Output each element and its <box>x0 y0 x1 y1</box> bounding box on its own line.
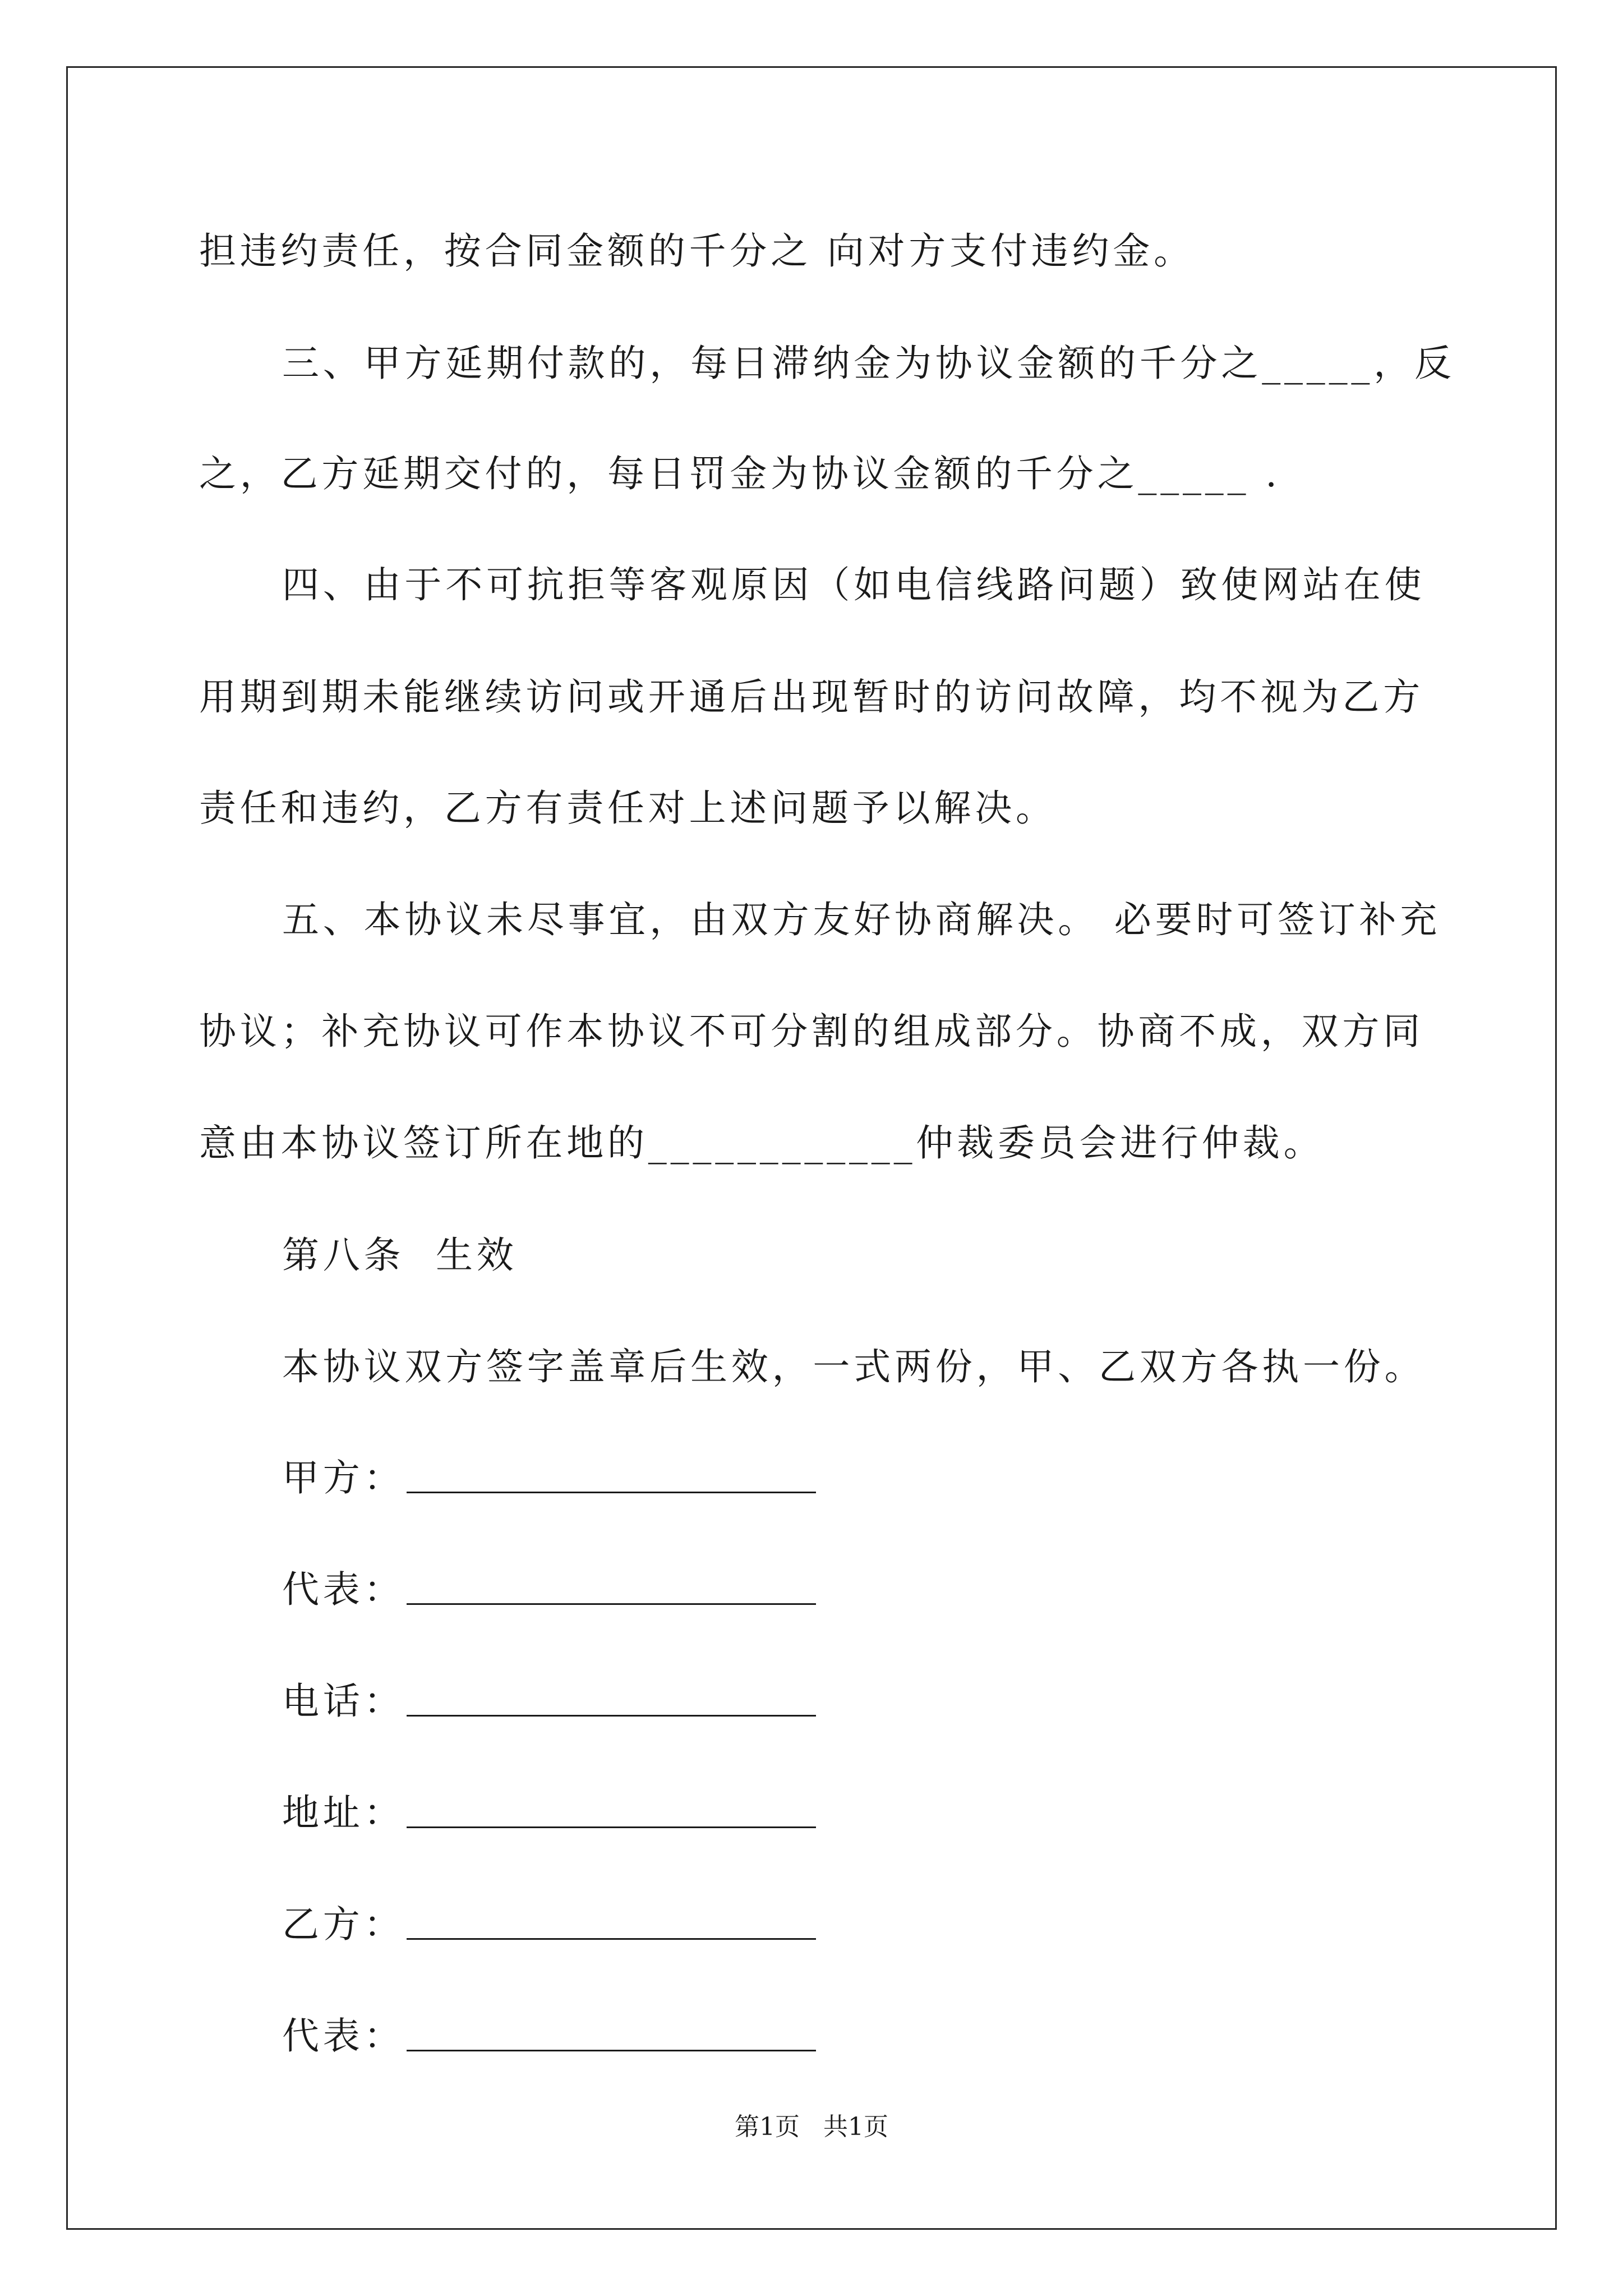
signature-blank-line <box>407 1938 816 1940</box>
paragraph-line-4: 四、由于不可抗拒等客观原因（如电信线路问题）致使网站在使 <box>282 563 1426 606</box>
signature-blank-line <box>407 1714 816 1717</box>
signature-party-a <box>282 1456 816 1499</box>
signature-rep-a <box>282 1568 816 1611</box>
page-number-footer: 第1页 共1页 <box>735 2113 888 2141</box>
paragraph-line-3: 之，乙方延期交付的，每日罚金为协议金额的千分之_____ . <box>199 452 1281 495</box>
signature-label: 乙方： <box>282 1903 405 1946</box>
paragraph-line-6: 责任和违约，乙方有责任对上述问题予以解决。 <box>199 786 1057 830</box>
signature-phone <box>282 1680 816 1723</box>
signature-rep-b <box>282 2014 816 2058</box>
signature-label: 地址： <box>282 1791 405 1834</box>
section-heading: 第八条 生效 <box>282 1234 518 1277</box>
paragraph-line-9: 意由本协议签订所在地的____________仲裁委员会进行仲裁。 <box>199 1121 1325 1165</box>
paragraph-line-5: 用期到期未能继续访问或开通后出现暂时的访问故障，均不视为乙方 <box>199 675 1424 719</box>
signature-party-b <box>282 1903 816 1946</box>
signature-blank-line <box>407 1491 816 1493</box>
signature-label: 电话： <box>282 1680 405 1723</box>
signature-blank-line <box>407 1603 816 1605</box>
signature-blank-line <box>407 2049 816 2051</box>
signature-label: 甲方： <box>282 1456 405 1499</box>
signature-blank-line <box>407 1826 816 1828</box>
paragraph-line-7: 五、本协议未尽事宜，由双方友好协商解决。 必要时可签订补充 <box>282 898 1441 941</box>
signature-label: 代表： <box>282 2014 405 2058</box>
paragraph-line-2: 三、甲方延期付款的，每日滞纳金为协议金额的千分之_____，反 <box>282 342 1455 385</box>
paragraph-line-11: 本协议双方签字盖章后生效，一式两份，甲、乙双方各执一份。 <box>282 1345 1426 1388</box>
paragraph-line-8: 协议；补充协议可作本协议不可分割的组成部分。协商不成，双方同 <box>199 1010 1424 1053</box>
signature-label: 代表： <box>282 1568 405 1611</box>
signature-address <box>282 1791 816 1834</box>
paragraph-line-1: 担违约责任，按合同金额的千分之 向对方支付违约金。 <box>199 229 1195 273</box>
